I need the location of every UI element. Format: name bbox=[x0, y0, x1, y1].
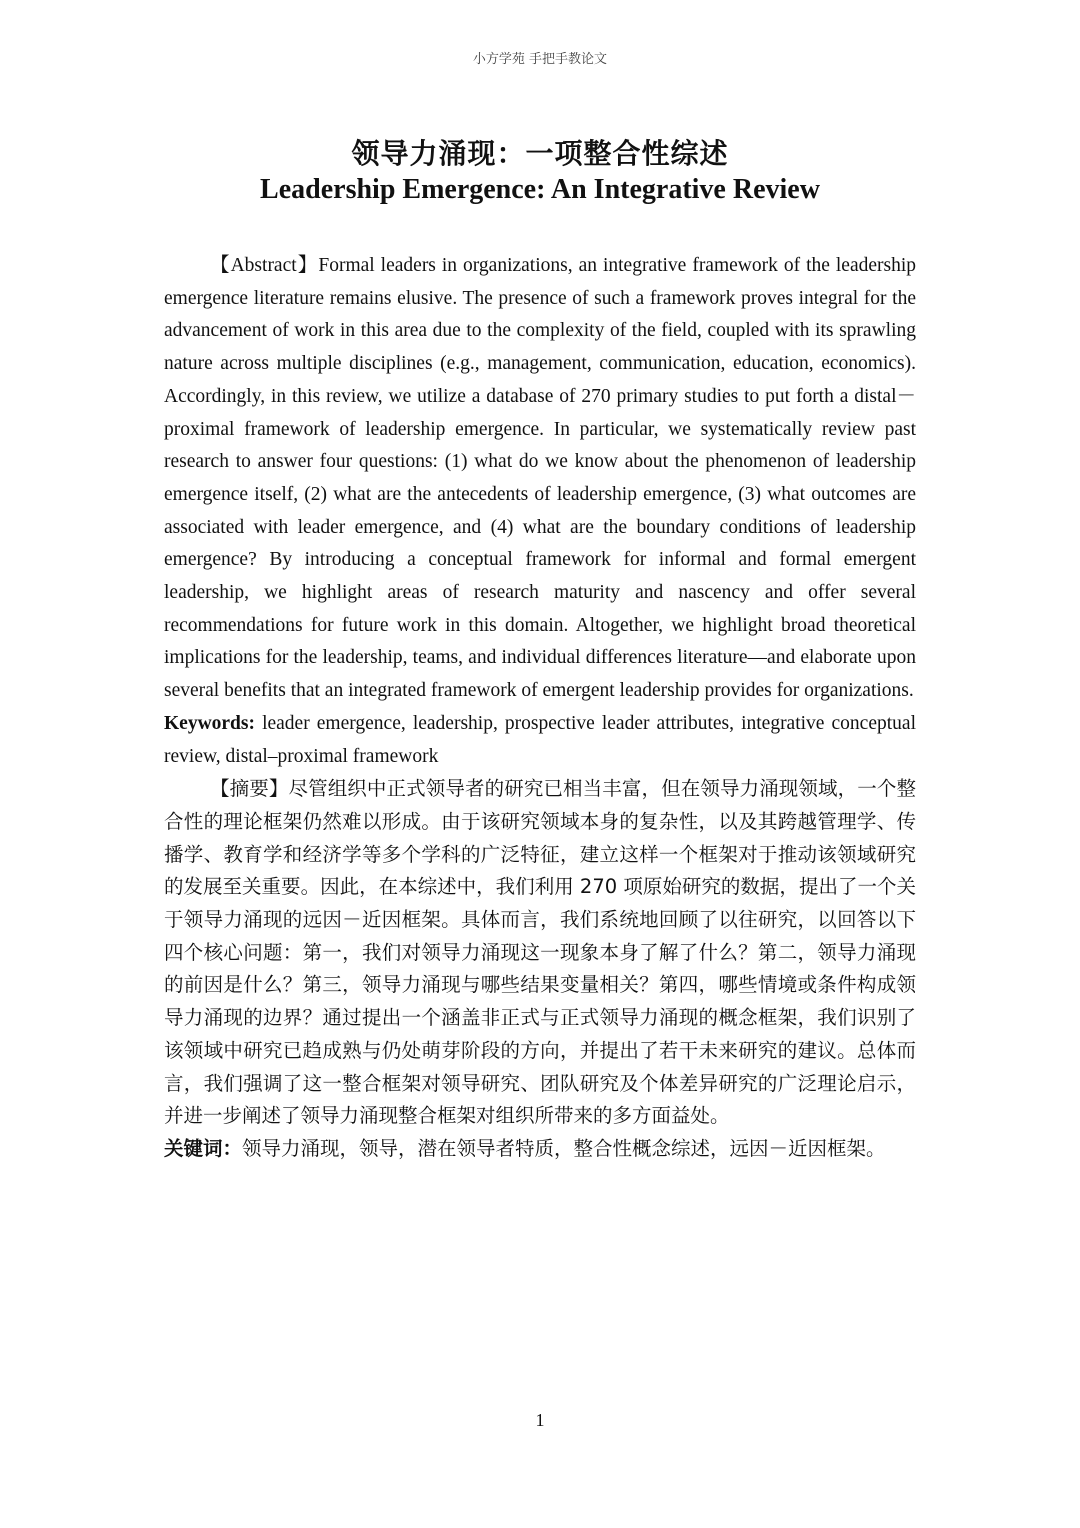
abstract-english bbox=[164, 250, 916, 708]
keywords-label: Keywords: bbox=[164, 712, 255, 734]
keywords-zh-label: 关键词： bbox=[164, 1136, 243, 1160]
keywords-zh-text: 领导力涌现，领导，潜在领导者特质，整合性概念综述，远因－近因框架。 bbox=[242, 1136, 886, 1160]
keywords-english bbox=[164, 708, 916, 773]
abstract-zh-label: 【摘要】 bbox=[210, 777, 289, 801]
title-chinese: 领导力涌现：一项整合性综述 bbox=[351, 137, 729, 170]
document-body bbox=[164, 250, 916, 1166]
abstract-text: Formal leaders in organizations, an integrative framework of the leadership emergence literature remains elusive. The presence of such a framework proves integral for the advancement of work in this area due to the complexity of the field, coupled with its sprawling nature across multiple disciplines (e.g., management, communication, education, economics). Accordingly, in this review, we utilize a database of 270 primary studies to put forth a distal－proximal framework of leadership emergence. In particular, we systematically review past research to answer four questions: (1) what do we know about the phenomenon of leadership emergence itself, (2) what are the antecedents of leadership emergence, (3) what outcomes are associated with leader emergence, and (4) what are the boundary conditions of leadership emergence? By introducing a conceptual framework for informal and formal emergent leadership, we highlight areas of research maturity and nascency and offer several recommendations for future work in this domain. Altogether, we highlight broad theoretical implications for the leadership, teams, and individual differences literature—and elaborate upon several benefits that an integrated framework of emergent leadership provides for organizations. bbox=[164, 255, 916, 702]
page-header: 小方学苑 手把手教论文 bbox=[472, 52, 608, 67]
page-number: 1 bbox=[535, 1410, 545, 1430]
keywords-text: leader emergence, leadership, prospective leader attributes, integrative conceptual review, distal–proximal framework bbox=[164, 712, 916, 767]
abstract-label: 【Abstract】 bbox=[210, 255, 319, 276]
abstract-zh-text: 尽管组织中正式领导者的研究已相当丰富，但在领导力涌现领域，一个整合性的理论框架仍然难以形成。由于该研究领域本身的复杂性，以及其跨越管理学、传播学、教育学和经济学等多个学科的广泛特征，建立这样一个框架对于推动该领域研究的发展至关重要。因此，在本综述中，我们利用 270 项原始研究的数据，提出了一个关于领导力涌现的远因－近因框架。具体而言，我们系统地回顾了以往研究，以回答以下四个核心问题：第一，我们对领导力涌现这一现象本身了解了什么？第二，领导力涌现的前因是什么？第三，领导力涌现与哪些结果变量相关？第四，哪些情境或条件构成领导力涌现的边界？通过提出一个涵盖非正式与正式领导力涌现的概念框架，我们识别了该领域中研究已趋成熟与仍处萌芽阶段的方向，并提出了若干未来研究的建议。总体而言，我们强调了这一整合框架对领导研究、团队研究及个体差异研究的广泛理论启示，并进一步阐述了领导力涌现整合框架对组织所带来的多方面益处。 bbox=[164, 777, 916, 1128]
title-english: Leadership Emergence: An Integrative Review bbox=[260, 174, 820, 205]
abstract-chinese bbox=[164, 773, 916, 1133]
keywords-chinese bbox=[164, 1133, 916, 1166]
